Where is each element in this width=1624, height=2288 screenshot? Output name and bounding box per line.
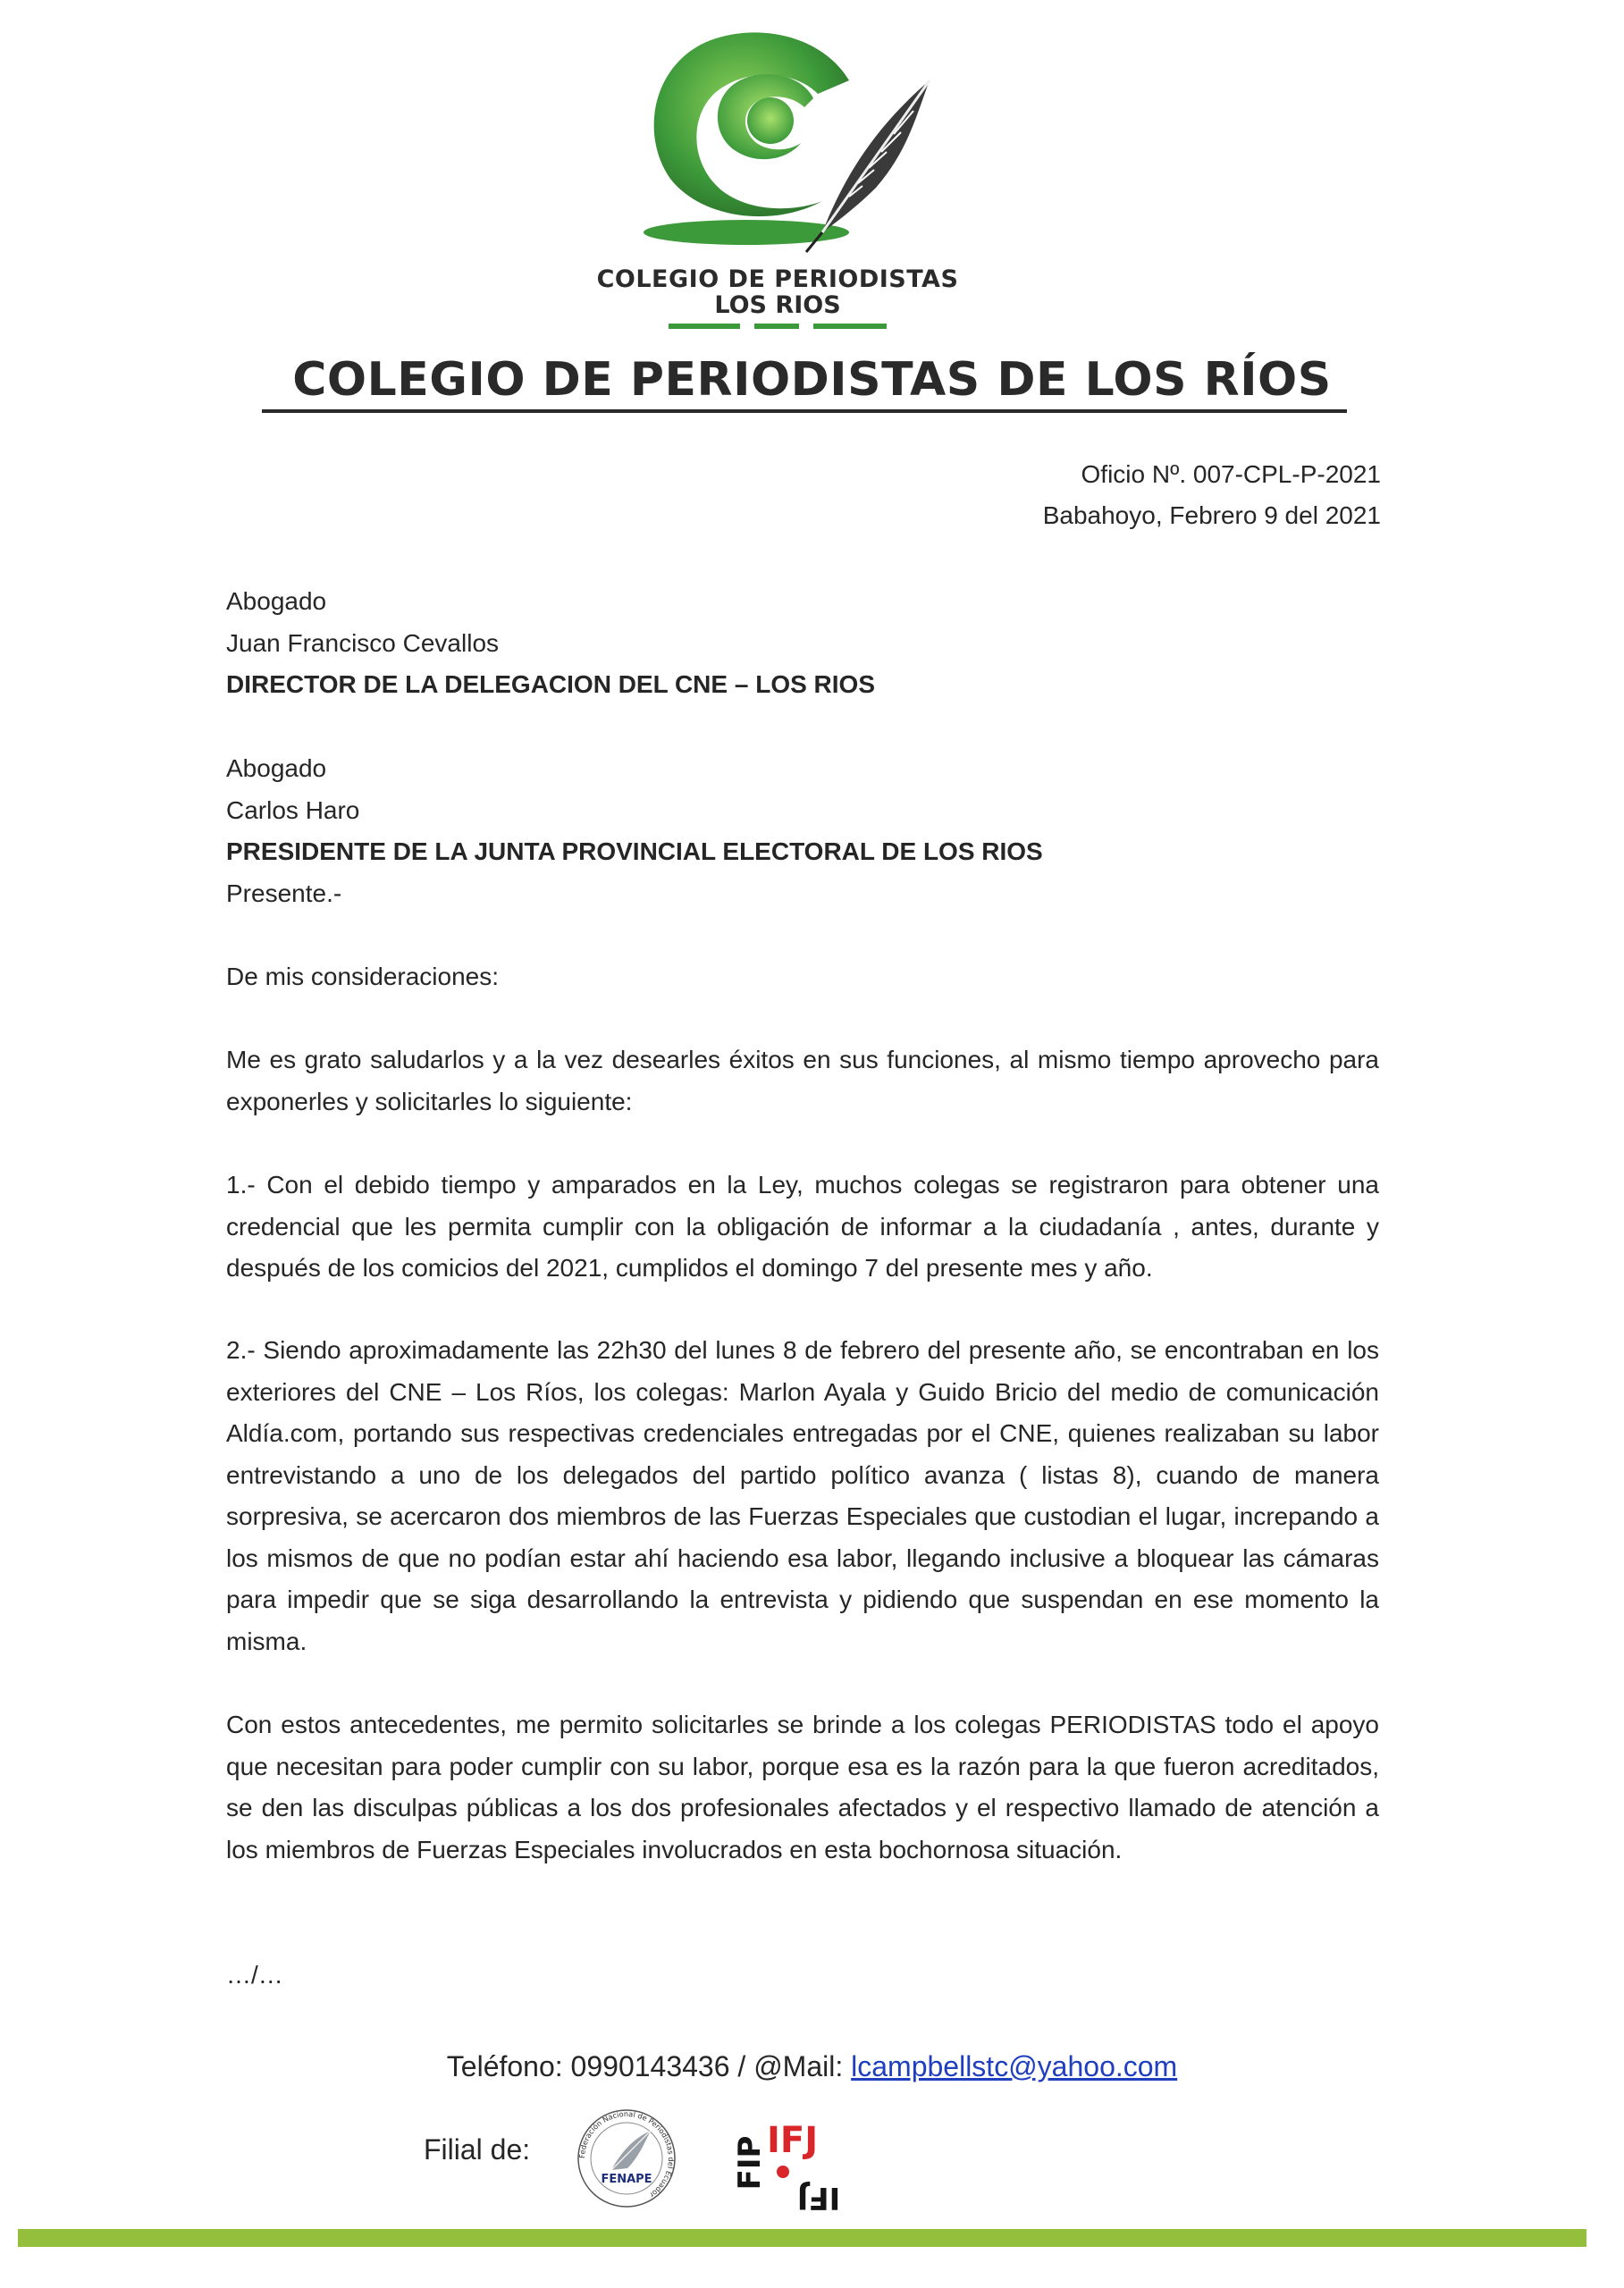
- organization-logo: [554, 18, 1001, 322]
- presente-line: Presente.-: [226, 879, 342, 907]
- salutation: De mis consideraciones:: [226, 963, 500, 990]
- recipient-2-title: Abogado: [226, 754, 327, 782]
- logo-dash-left: [669, 324, 740, 329]
- footer-email-link[interactable]: lcampbellstc@yahoo.com: [851, 2050, 1178, 2082]
- recipient-1-title: Abogado: [226, 587, 327, 615]
- recipient-1-name: Juan Francisco Cevallos: [226, 629, 500, 657]
- logo-dash-right: [813, 324, 887, 329]
- paragraph-intro: Me es grato saludarlos y a la vez desearles éxitos en sus funciones, al mismo tiempo aprovecho para exponerles y solicitarles lo siguiente:: [226, 1046, 1379, 1115]
- ifj-dot-icon: [777, 2166, 789, 2178]
- recipient-2-position: PRESIDENTE DE LA JUNTA PROVINCIAL ELECTORAL DE LOS RIOS: [226, 837, 1043, 865]
- paragraph-point-1: 1.- Con el debido tiempo y amparados en la Ley, muchos colegas se registraron para obtener una credencial que les permita cumplir con la obligación de informar a la ciudadanía , antes, durante y después de los comicios del 2021, cumplidos el domingo 7 del presente mes y año.: [226, 1171, 1379, 1282]
- logo-text-line2: LOS RIOS: [714, 291, 841, 319]
- title-underline: [262, 409, 1347, 413]
- ifj-letters: IFJ: [767, 2120, 819, 2161]
- footer-contact: [0, 2050, 1624, 2083]
- paragraph-point-2: 2.- Siendo aproximadamente las 22h30 del lunes 8 de febrero del presente año, se encontraban en los exteriores del CNE – Los Ríos, los colegas: Marlon Ayala y Guido Bricio del medio de comunicación Aldía.com, portando sus respectivas credenciales entregadas por el CNE, quienes realizaban su labor entrevistando a uno de los delegados del partido político avanza ( listas 8), cuando de manera sorpresiva, se acercaron dos miembros de las Fuerzas Especiales que custodian el lugar, increpando a los mismos de que no podían estar ahí haciendo esa labor, llegando inclusive a bloquear las cámaras para impedir que se siga desarrollando la entrevista y pidiendo que suspendan en ese momento la misma.: [226, 1336, 1379, 1655]
- fenape-ring-text: Federación Nacional de Periodistas del Ecuador: [576, 2108, 677, 2200]
- ifj-letters-inverted: IFJ: [796, 2180, 841, 2216]
- place-date: Babahoyo, Febrero 9 del 2021: [1042, 501, 1381, 529]
- footer-phone-text: Teléfono: 0990143436 / @Mail:: [446, 2050, 852, 2082]
- ifj-fip-logo: [732, 2109, 841, 2216]
- paragraph-request: Con estos antecedentes, me permito solicitarles se brinde a los colegas PERIODISTAS todo el apoyo que necesitan para poder cumplir con su labor, porque esa es la razón para la que fueron acreditados, se den las disculpas públicas a los dos profesionales afectados y el respectivo llamado de atención a los miembros de Fuerzas Especiales involucrados en esta bochornosa situación.: [226, 1711, 1379, 1863]
- fenape-text: FENAPE: [601, 2173, 652, 2186]
- logo-text-line1: COLEGIO DE PERIODISTAS: [596, 265, 959, 293]
- oficio-number: Oficio Nº. 007-CPL-P-2021: [1081, 460, 1381, 488]
- footer-accent-bar: [18, 2229, 1586, 2247]
- recipient-2-name: Carlos Haro: [226, 796, 360, 824]
- filial-label: Filial de:: [424, 2133, 531, 2166]
- fenape-logo: [576, 2107, 677, 2209]
- fip-letters: FIP: [732, 2135, 768, 2191]
- logo-dash-middle: [754, 324, 799, 329]
- page-title: COLEGIO DE PERIODISTAS DE LOS RÍOS: [292, 353, 1332, 407]
- continuation-mark: …/…: [226, 1961, 283, 1989]
- recipient-1-position: DIRECTOR DE LA DELEGACION DEL CNE – LOS RIOS: [226, 670, 876, 698]
- logo-emblem-icon: [554, 18, 1001, 268]
